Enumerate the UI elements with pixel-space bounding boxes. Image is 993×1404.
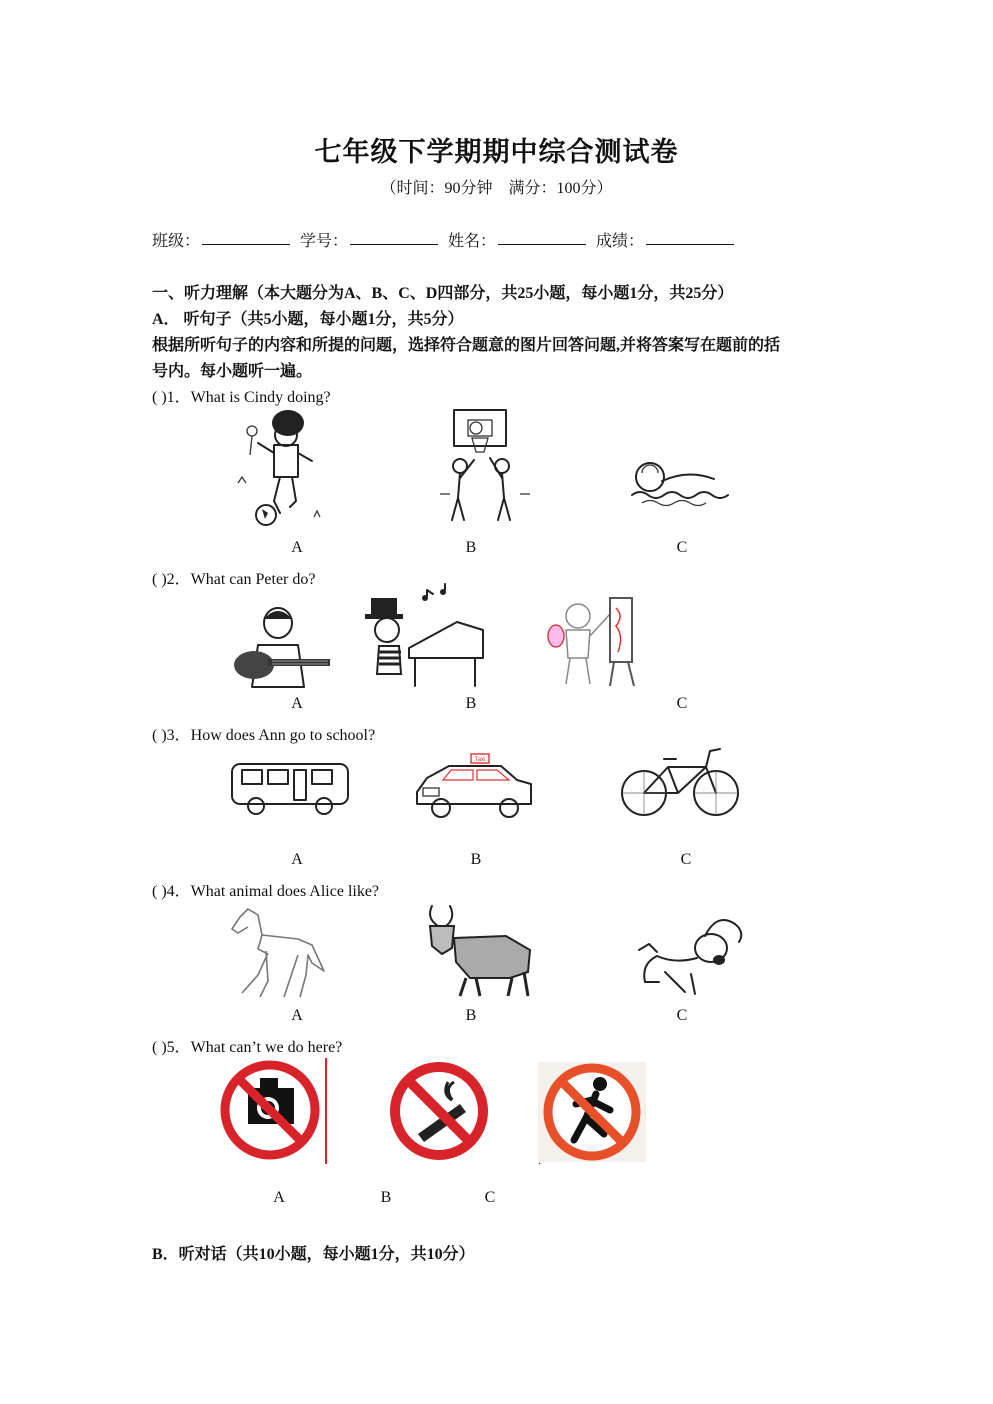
q1-option-b-label: B [465, 539, 477, 556]
horse-image [228, 905, 326, 1001]
bicycle-image [620, 745, 740, 819]
q5-option-a-label: A [273, 1189, 285, 1206]
score-label: 成绩： [596, 233, 645, 250]
dog-image [635, 912, 747, 1000]
section-1-heading: 一、听力理解（本大题分为A、B、C、D四部分，共25小题，每小题1分，共25分） [152, 285, 734, 302]
name-blank[interactable] [498, 228, 586, 245]
question-1: ( )1．What is Cindy doing? [152, 389, 331, 406]
taxi-image [413, 752, 535, 822]
painter-image [548, 594, 638, 686]
q1-option-a-label: A [291, 539, 303, 556]
q3-option-b-label: B [470, 851, 482, 868]
id-blank[interactable] [350, 228, 438, 245]
goat-image [420, 902, 538, 1000]
q2-option-c-label: C [676, 695, 688, 712]
q4-option-c-label: C [676, 1007, 688, 1024]
class-label: 班级： [152, 233, 201, 250]
exam-meta: （时间：90分钟 满分：100分） [380, 180, 613, 197]
no-running-sign [538, 1062, 646, 1166]
q1-option-c-label: C [676, 539, 688, 556]
q5-option-c-label: C [484, 1189, 496, 1206]
part-a-heading: A． 听句子（共5小题，每小题1分，共5分） [152, 311, 464, 328]
class-blank[interactable] [202, 228, 290, 245]
guitar-player-image [228, 605, 332, 687]
q3-option-c-label: C [680, 851, 692, 868]
piano-player-image [365, 588, 490, 688]
question-2: ( )2．What can Peter do? [152, 571, 316, 588]
name-label: 姓名： [448, 233, 497, 250]
id-label: 学号： [300, 233, 349, 250]
taxi-sign-text: Taxi [474, 757, 486, 763]
question-3: ( )3．How does Ann go to school? [152, 727, 376, 744]
bus-image [228, 760, 354, 818]
page-title: 七年级下学期期中综合测试卷 [314, 137, 679, 167]
q3-option-a-label: A [291, 851, 303, 868]
q2-option-a-label: A [291, 695, 303, 712]
q4-option-b-label: B [465, 1007, 477, 1024]
part-b-heading: B．听对话（共10小题，每小题1分，共10分） [152, 1246, 475, 1263]
part-a-instruction-1: 根据所听句子的内容和所提的问题，选择符合题意的图片回答问题,并将答案写在题前的括 [152, 337, 781, 354]
stray-dot: . [538, 1153, 541, 1167]
no-photography-sign [220, 1058, 330, 1164]
q4-option-a-label: A [291, 1007, 303, 1024]
q5-option-b-label: B [380, 1189, 392, 1206]
student-info-line [152, 228, 744, 251]
no-smoking-sign [388, 1060, 490, 1162]
basketball-players-image [440, 408, 530, 528]
question-4: ( )4．What animal does Alice like? [152, 883, 380, 900]
part-a-instruction-2: 号内。每小题听一遍。 [152, 363, 313, 380]
score-blank[interactable] [646, 228, 734, 245]
question-5: ( )5．What can’t we do here? [152, 1039, 343, 1056]
swimmer-image [628, 455, 733, 510]
q2-option-b-label: B [465, 695, 477, 712]
soccer-player-image [230, 405, 330, 530]
